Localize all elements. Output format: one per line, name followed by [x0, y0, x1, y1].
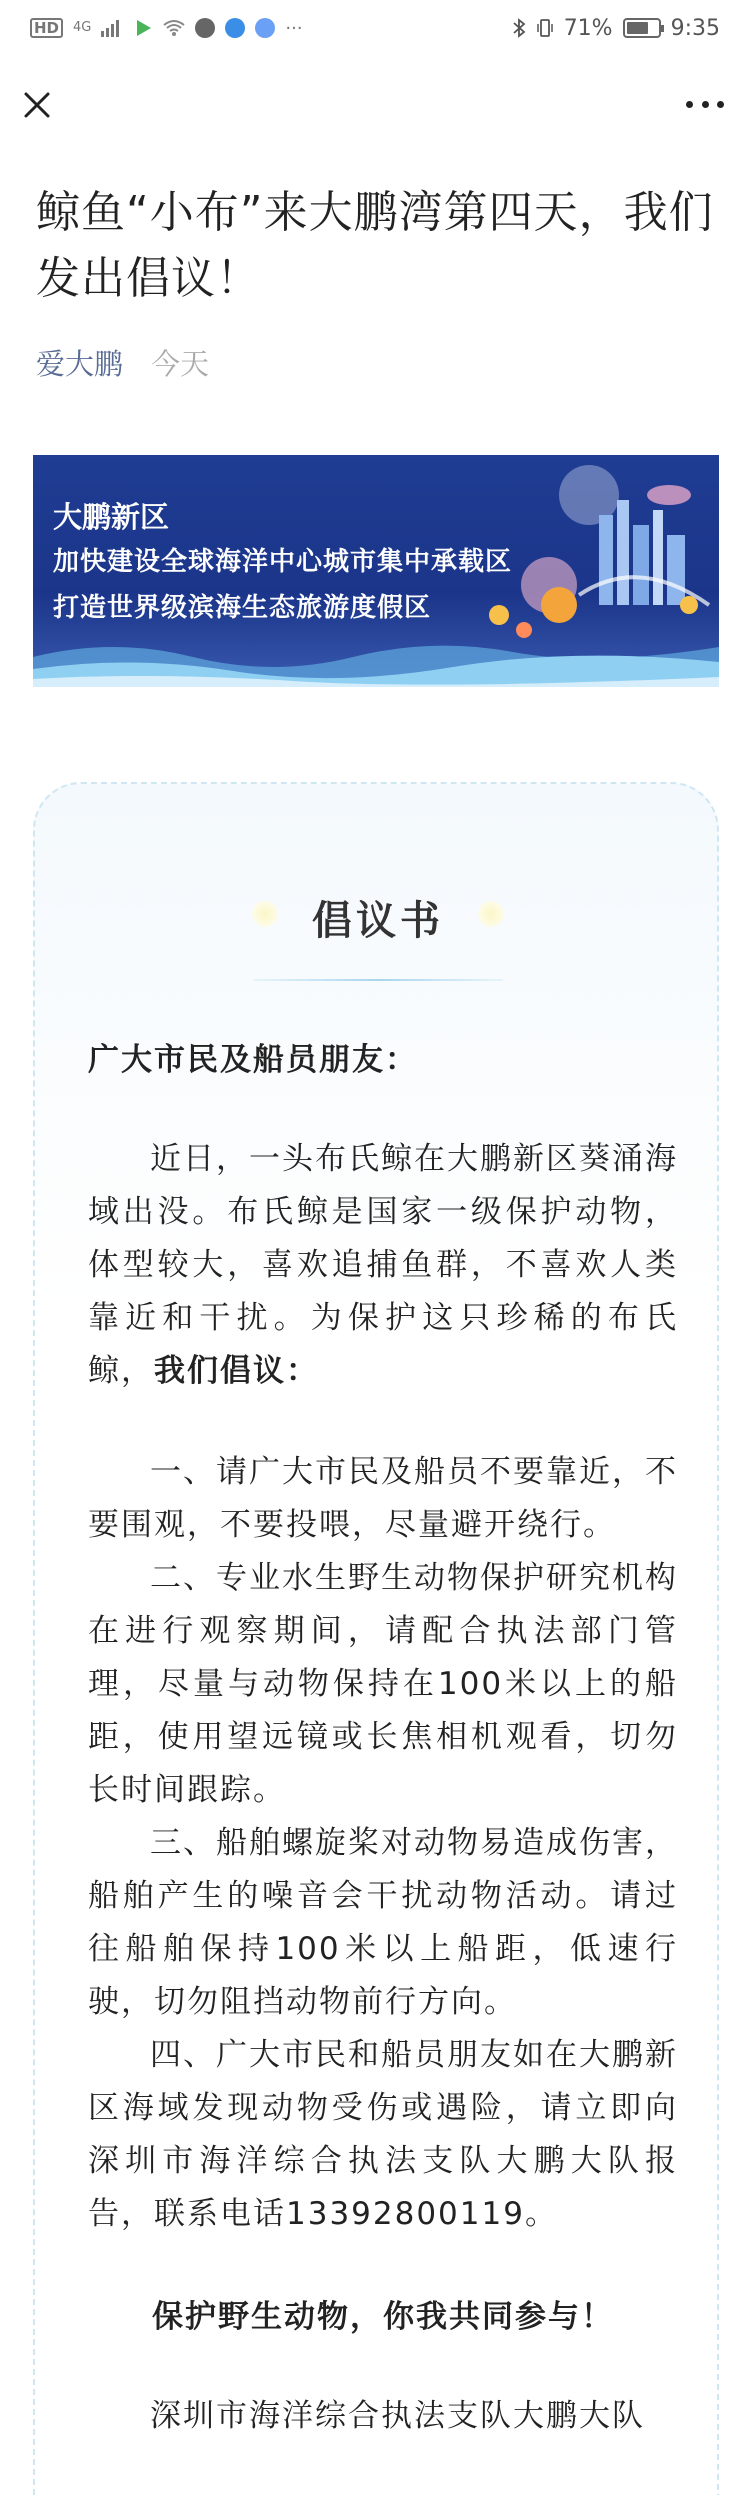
- vibrate-icon: [536, 18, 554, 38]
- item-paragraph: 二、专业水生野生动物保护研究机构在进行观察期间，请配合执法部门管理，尽量与动物保持在100米以上的船距，使用望远镜或长焦相机观看，切勿长时间跟踪。: [88, 1560, 678, 1808]
- article-meta: [36, 342, 209, 383]
- author-link[interactable]: 爱大鹏: [36, 347, 124, 381]
- play-app-icon: [133, 18, 153, 38]
- publish-date: 今天: [151, 347, 210, 381]
- article-title: 鲸鱼“小布”来大鹏湾第四天，我们发出倡议！: [36, 187, 714, 304]
- hd-icon: HD: [30, 18, 63, 38]
- proposal-heading: [312, 889, 444, 946]
- more-dot-icon: [717, 101, 724, 108]
- proposal-body: [88, 1034, 678, 2443]
- greeting: 广大市民及船员朋友：: [88, 1042, 418, 1078]
- item-paragraph: 三、船舶螺旋桨对动物易造成伤害，船舶产生的噪音会干扰动物活动。请过往船舶保持100米以上船距，低速行驶，切勿阻挡动物前行方向。: [88, 1825, 678, 2020]
- banner-line-2: 加快建设全球海洋中心城市集中承载区: [53, 547, 513, 577]
- status-right: [512, 16, 720, 41]
- bluetooth-icon: [512, 18, 526, 38]
- decor-dot-icon: [252, 901, 278, 927]
- item-paragraph: 一、请广大市民及船员不要靠近，不要围观，不要投喂，尽量避开绕行。: [88, 1454, 678, 1543]
- battery-level: [627, 22, 648, 34]
- more-dot-icon: [686, 101, 693, 108]
- proposal-card: [33, 782, 719, 2495]
- proposal-heading-text: 倡议书: [312, 898, 444, 944]
- network-type-label: 4G: [73, 20, 92, 35]
- heading-divider: [253, 979, 503, 981]
- wifi-icon: [163, 19, 185, 37]
- status-left: [30, 18, 303, 39]
- clock: 9:35: [670, 15, 720, 41]
- intro-text: 近日，一头布氏鲸在大鹏新区葵涌海域出没。布氏鲸是国家一级保护动物，体型较大，喜欢追捕鱼群，不喜欢人类靠近和干扰。为保护这只珍稀的布氏鲸，: [88, 1141, 678, 1389]
- banner-text: [53, 495, 512, 631]
- battery-icon: [623, 18, 661, 38]
- close-button[interactable]: [18, 84, 58, 124]
- app-icon-1: [195, 18, 215, 38]
- more-notifications-icon: ···: [285, 17, 303, 39]
- intro-paragraph: [88, 1133, 678, 1398]
- item-paragraph: 四、广大市民和船员朋友如在大鹏新区海域发现动物受伤或遇险，请立即向深圳市海洋综合执法支队大鹏大队报告，联系电话13392800119。: [88, 2037, 678, 2232]
- banner-line-3: 打造世界级滨海生态旅游度假区: [53, 593, 432, 623]
- signal-icon: [101, 19, 123, 37]
- banner-image: [33, 455, 719, 687]
- battery-percent: 71%: [563, 15, 613, 41]
- banner-line-1: 大鹏新区: [53, 500, 170, 534]
- signature: 深圳市海洋综合执法支队大鹏大队: [150, 2398, 645, 2434]
- nav-bar: [0, 70, 750, 134]
- status-bar: [0, 0, 750, 56]
- proposal-heading-wrap: [35, 889, 721, 946]
- more-dot-icon: [702, 101, 709, 108]
- more-options-button[interactable]: [680, 84, 730, 124]
- slogan: 保护野生动物，你我共同参与！: [152, 2299, 614, 2335]
- app-icon-2: [225, 18, 245, 38]
- decor-dot-icon: [478, 901, 504, 927]
- intro-bold: 我们倡议：: [154, 1353, 319, 1389]
- close-icon: [18, 84, 58, 124]
- app-icon-3: [255, 18, 275, 38]
